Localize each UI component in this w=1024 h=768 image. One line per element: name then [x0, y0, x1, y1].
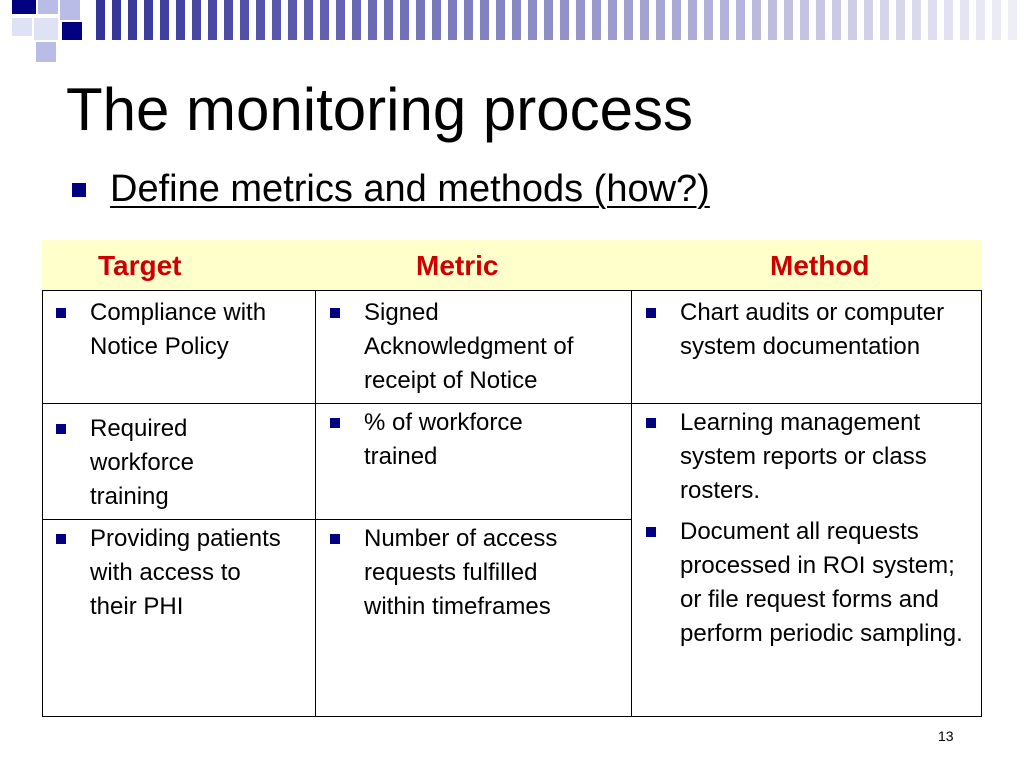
- gradient-stripe: [592, 0, 601, 40]
- table-cell: [646, 515, 978, 651]
- table-cell: [646, 296, 978, 364]
- gradient-stripe: [96, 0, 105, 40]
- gradient-stripe: [656, 0, 665, 40]
- cell-text: Learning management system reports or class rosters.: [680, 409, 927, 504]
- gradient-stripe: [160, 0, 169, 40]
- table-cell: [330, 522, 626, 624]
- gradient-stripe: [528, 0, 537, 40]
- gradient-stripe: [624, 0, 633, 40]
- cell-text: Document all requests processed in ROI system; or file request forms and perform periodic sampling.: [680, 518, 963, 647]
- header-target: Target: [98, 250, 182, 281]
- bullet-icon: [646, 308, 656, 318]
- gradient-stripe: [176, 0, 185, 40]
- gradient-stripe: [896, 0, 905, 40]
- gradient-stripe: [368, 0, 377, 40]
- bullet-icon: [72, 183, 86, 197]
- column-divider: [631, 290, 632, 717]
- table-body: [42, 290, 982, 717]
- gradient-stripe: [480, 0, 489, 40]
- table-cell: [330, 406, 626, 474]
- gradient-stripe: [336, 0, 345, 40]
- gradient-stripe: [880, 0, 889, 40]
- gradient-stripe: [752, 0, 761, 40]
- gradient-stripe: [544, 0, 553, 40]
- gradient-stripe: [240, 0, 249, 40]
- bullet-icon: [56, 308, 66, 318]
- page-number: 13: [938, 728, 954, 744]
- bullet-icon: [646, 418, 656, 428]
- table-cell: [56, 522, 311, 624]
- cell-text: Signed Acknowledgment of receipt of Notice: [364, 299, 574, 394]
- gradient-stripe: [432, 0, 441, 40]
- slide-subtitle: Define metrics and methods (how?): [110, 168, 710, 210]
- table-cell: [646, 406, 978, 508]
- gradient-stripe: [496, 0, 505, 40]
- header-method: Method: [770, 250, 870, 281]
- gradient-stripe: [272, 0, 281, 40]
- gradient-stripe: [864, 0, 873, 40]
- gradient-stripe: [464, 0, 473, 40]
- gradient-stripe: [608, 0, 617, 40]
- decor-square: [12, 18, 32, 36]
- cell-text: % of workforce trained: [364, 409, 523, 470]
- slide-title: The monitoring process: [66, 76, 693, 143]
- header-gradient-band: [96, 0, 1024, 40]
- cell-text: Chart audits or computer system documentation: [680, 299, 945, 360]
- cell-text: Providing patients with access to their PHI: [90, 525, 281, 620]
- bullet-icon: [56, 424, 66, 434]
- cell-text: Required workforce training: [90, 415, 195, 510]
- gradient-stripe: [384, 0, 393, 40]
- column-divider: [315, 290, 316, 717]
- table-border: [42, 290, 43, 717]
- gradient-stripe: [976, 0, 985, 40]
- table-border: [42, 290, 982, 291]
- gradient-stripe: [352, 0, 361, 40]
- gradient-stripe: [816, 0, 825, 40]
- table-cell: [56, 296, 311, 364]
- gradient-stripe: [944, 0, 953, 40]
- header-metric: Metric: [416, 250, 499, 281]
- table-cell: [56, 412, 311, 514]
- table-cell: [330, 296, 626, 398]
- decor-square: [60, 0, 80, 20]
- gradient-stripe: [704, 0, 713, 40]
- gradient-stripe: [912, 0, 921, 40]
- gradient-stripe: [768, 0, 777, 40]
- gradient-stripe: [288, 0, 297, 40]
- gradient-stripe: [448, 0, 457, 40]
- row-divider: [42, 403, 982, 404]
- gradient-stripe: [720, 0, 729, 40]
- decor-square: [12, 0, 36, 14]
- gradient-stripe: [416, 0, 425, 40]
- decor-square: [36, 42, 56, 62]
- gradient-stripe: [320, 0, 329, 40]
- gradient-stripe: [112, 0, 121, 40]
- bullet-icon: [330, 308, 340, 318]
- cell-text: Compliance with Notice Policy: [90, 299, 267, 360]
- gradient-stripe: [208, 0, 217, 40]
- table-border: [981, 290, 982, 717]
- gradient-stripe: [512, 0, 521, 40]
- gradient-stripe: [144, 0, 153, 40]
- bullet-icon: [646, 527, 656, 537]
- gradient-stripe: [128, 0, 137, 40]
- gradient-stripe: [848, 0, 857, 40]
- table-header-row: [42, 240, 982, 290]
- gradient-stripe: [192, 0, 201, 40]
- row-divider: [42, 519, 632, 520]
- gradient-stripe: [992, 0, 1001, 40]
- gradient-stripe: [688, 0, 697, 40]
- gradient-stripe: [400, 0, 409, 40]
- decor-square: [38, 0, 58, 14]
- decor-square: [34, 18, 58, 40]
- gradient-stripe: [256, 0, 265, 40]
- gradient-stripe: [560, 0, 569, 40]
- gradient-stripe: [640, 0, 649, 40]
- decor-square: [62, 22, 82, 40]
- gradient-stripe: [576, 0, 585, 40]
- gradient-stripe: [1008, 0, 1017, 40]
- gradient-stripe: [960, 0, 969, 40]
- gradient-stripe: [736, 0, 745, 40]
- gradient-stripe: [784, 0, 793, 40]
- bullet-icon: [330, 534, 340, 544]
- gradient-stripe: [800, 0, 809, 40]
- gradient-stripe: [304, 0, 313, 40]
- gradient-stripe: [928, 0, 937, 40]
- bullet-icon: [330, 418, 340, 428]
- gradient-stripe: [832, 0, 841, 40]
- gradient-stripe: [672, 0, 681, 40]
- gradient-stripe: [224, 0, 233, 40]
- cell-text: Number of access requests fulfilled within timeframes: [364, 525, 558, 620]
- table-border: [42, 716, 982, 717]
- metrics-table: [42, 240, 982, 717]
- bullet-icon: [56, 534, 66, 544]
